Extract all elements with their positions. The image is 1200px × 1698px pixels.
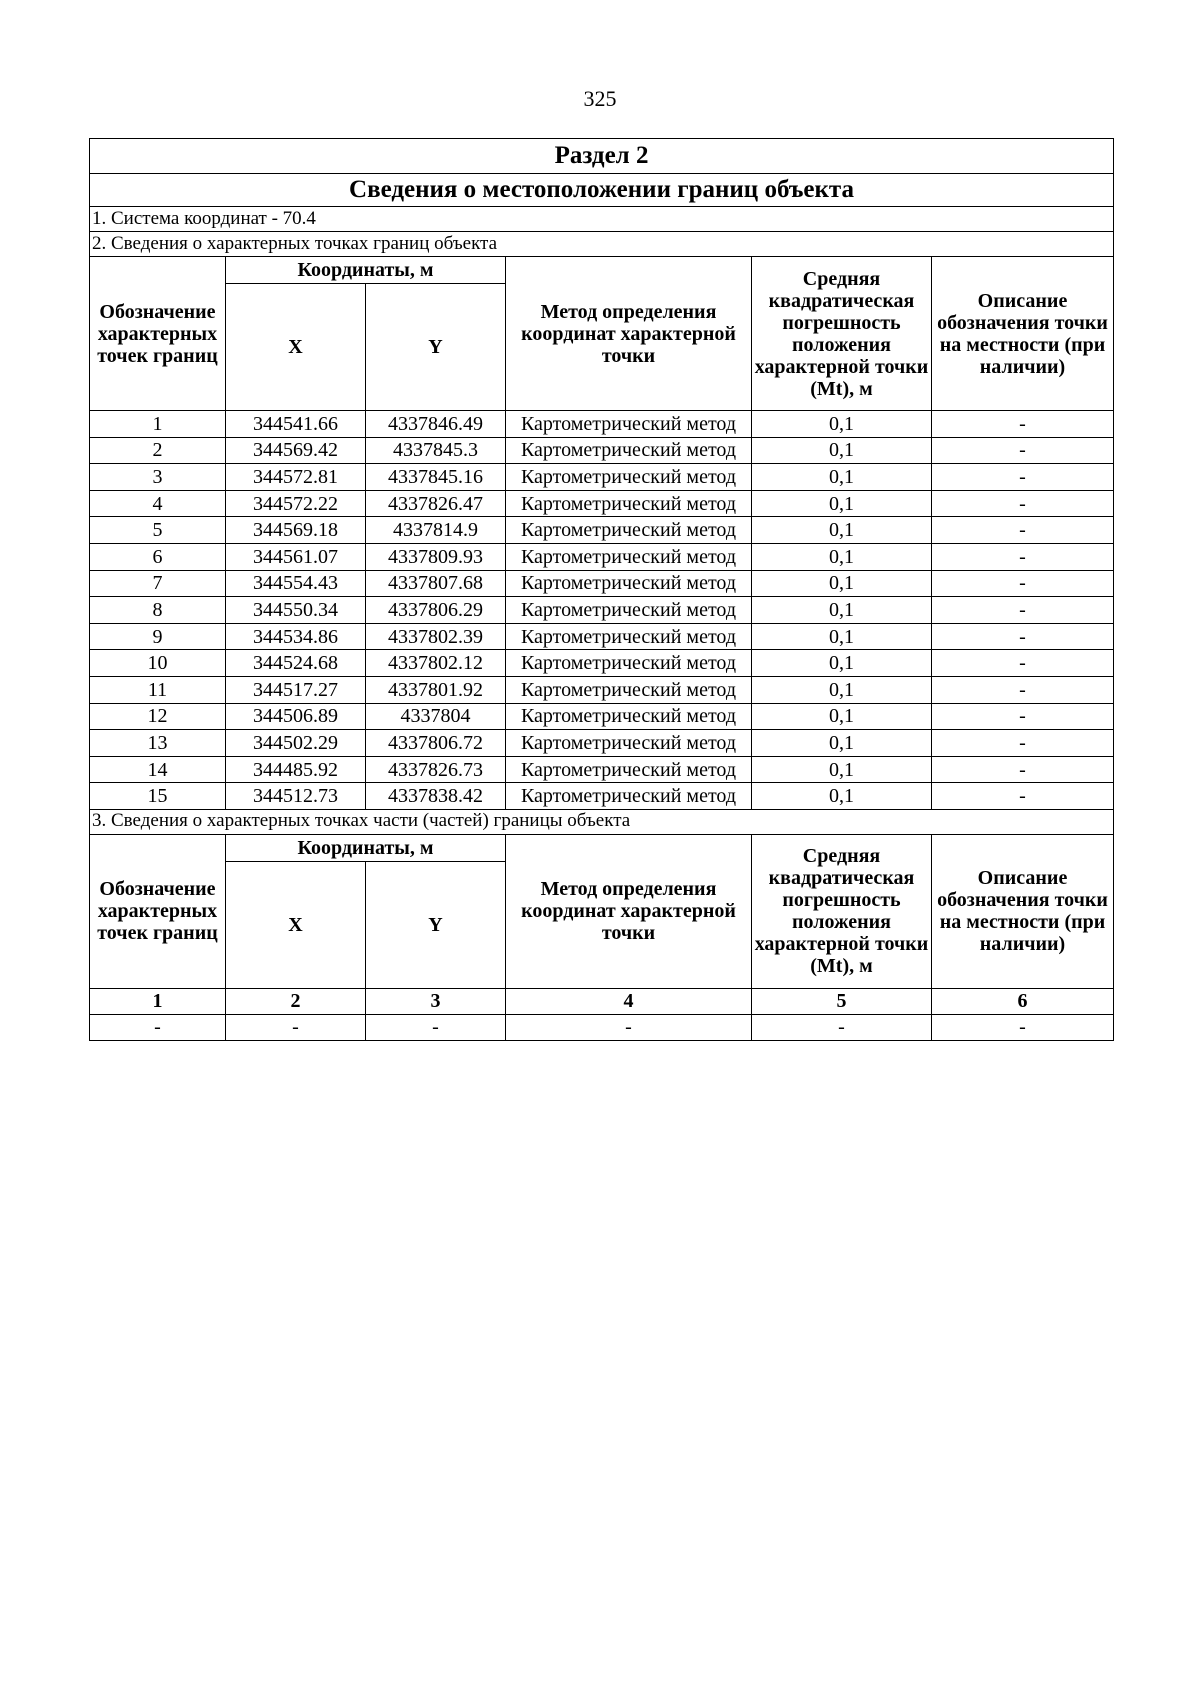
point-x: 344572.22 bbox=[226, 490, 366, 517]
point-x: 344554.43 bbox=[226, 570, 366, 597]
point-y: 4337809.93 bbox=[366, 543, 506, 570]
point-number: 5 bbox=[90, 517, 226, 544]
point-row bbox=[90, 703, 1114, 730]
point-method: Картометрический метод bbox=[506, 570, 752, 597]
point-row bbox=[90, 650, 1114, 677]
column-number: 5 bbox=[752, 988, 932, 1014]
point-number: 4 bbox=[90, 490, 226, 517]
point-method: Картометрический метод bbox=[506, 676, 752, 703]
point-x: 344485.92 bbox=[226, 756, 366, 783]
point-description: - bbox=[932, 783, 1114, 810]
point-x: 344517.27 bbox=[226, 676, 366, 703]
point-y: 4337826.73 bbox=[366, 756, 506, 783]
point-y: 4337807.68 bbox=[366, 570, 506, 597]
point-description: - bbox=[932, 597, 1114, 624]
point-x: 344506.89 bbox=[226, 703, 366, 730]
column-number: 3 bbox=[366, 988, 506, 1014]
point-number: 10 bbox=[90, 650, 226, 677]
point-number: 3 bbox=[90, 464, 226, 491]
point-number: 1 bbox=[90, 411, 226, 438]
point-number: 7 bbox=[90, 570, 226, 597]
header-designation: Обозначение характерных точек границ bbox=[90, 834, 226, 988]
point-y: 4337838.42 bbox=[366, 783, 506, 810]
point-error: 0,1 bbox=[752, 783, 932, 810]
point-x: 344569.42 bbox=[226, 437, 366, 464]
point-x: 344541.66 bbox=[226, 411, 366, 438]
point-description: - bbox=[932, 411, 1114, 438]
point-description: - bbox=[932, 490, 1114, 517]
point-error: 0,1 bbox=[752, 703, 932, 730]
section-title: Раздел 2 bbox=[90, 139, 1114, 174]
header-description: Описание обозначения точки на местности (при наличии) bbox=[932, 257, 1114, 411]
point-row bbox=[90, 783, 1114, 810]
point-x: 344534.86 bbox=[226, 623, 366, 650]
header-description: Описание обозначения точки на местности (при наличии) bbox=[932, 834, 1114, 988]
point-y: 4337806.72 bbox=[366, 730, 506, 757]
section-subtitle: Сведения о местоположении границ объекта bbox=[90, 174, 1114, 207]
part-point-y: - bbox=[366, 1014, 506, 1040]
part-point-x: - bbox=[226, 1014, 366, 1040]
point-y: 4337804 bbox=[366, 703, 506, 730]
header-x: X bbox=[226, 861, 366, 988]
point-y: 4337845.16 bbox=[366, 464, 506, 491]
point-y: 4337802.39 bbox=[366, 623, 506, 650]
point-method: Картометрический метод bbox=[506, 623, 752, 650]
point-description: - bbox=[932, 650, 1114, 677]
point-method: Картометрический метод bbox=[506, 756, 752, 783]
point-y: 4337801.92 bbox=[366, 676, 506, 703]
page-number: 325 bbox=[583, 86, 617, 111]
part-points-section-title: 3. Сведения о характерных точках части (частей) границы объекта bbox=[90, 809, 1114, 834]
point-x: 344550.34 bbox=[226, 597, 366, 624]
coordinate-system: 1. Система координат - 70.4 bbox=[90, 207, 1114, 232]
point-description: - bbox=[932, 437, 1114, 464]
column-number: 1 bbox=[90, 988, 226, 1014]
point-error: 0,1 bbox=[752, 650, 932, 677]
point-description: - bbox=[932, 623, 1114, 650]
point-method: Картометрический метод bbox=[506, 490, 752, 517]
point-row bbox=[90, 756, 1114, 783]
point-number: 15 bbox=[90, 783, 226, 810]
point-error: 0,1 bbox=[752, 543, 932, 570]
point-number: 2 bbox=[90, 437, 226, 464]
point-description: - bbox=[932, 464, 1114, 491]
point-x: 344512.73 bbox=[226, 783, 366, 810]
point-y: 4337802.12 bbox=[366, 650, 506, 677]
point-row bbox=[90, 543, 1114, 570]
header-coordinates: Координаты, м bbox=[226, 834, 506, 861]
point-error: 0,1 bbox=[752, 490, 932, 517]
point-row bbox=[90, 623, 1114, 650]
column-number: 6 bbox=[932, 988, 1114, 1014]
point-row bbox=[90, 517, 1114, 544]
point-error: 0,1 bbox=[752, 437, 932, 464]
point-error: 0,1 bbox=[752, 464, 932, 491]
point-error: 0,1 bbox=[752, 623, 932, 650]
point-y: 4337846.49 bbox=[366, 411, 506, 438]
point-error: 0,1 bbox=[752, 730, 932, 757]
point-number: 14 bbox=[90, 756, 226, 783]
point-description: - bbox=[932, 676, 1114, 703]
point-method: Картометрический метод bbox=[506, 437, 752, 464]
point-description: - bbox=[932, 703, 1114, 730]
point-method: Картометрический метод bbox=[506, 543, 752, 570]
point-row bbox=[90, 676, 1114, 703]
point-row bbox=[90, 411, 1114, 438]
point-x: 344502.29 bbox=[226, 730, 366, 757]
point-error: 0,1 bbox=[752, 411, 932, 438]
point-error: 0,1 bbox=[752, 676, 932, 703]
header-method: Метод определения координат характерной точки bbox=[506, 834, 752, 988]
point-y: 4337845.3 bbox=[366, 437, 506, 464]
point-y: 4337826.47 bbox=[366, 490, 506, 517]
header-error: Средняя квадратическая погрешность положения характерной точки (Mt), м bbox=[752, 257, 932, 411]
part-point-description: - bbox=[932, 1014, 1114, 1040]
point-description: - bbox=[932, 543, 1114, 570]
points-section-title: 2. Сведения о характерных точках границ объекта bbox=[90, 232, 1114, 257]
column-number: 4 bbox=[506, 988, 752, 1014]
part-point-error: - bbox=[752, 1014, 932, 1040]
point-description: - bbox=[932, 570, 1114, 597]
point-y: 4337814.9 bbox=[366, 517, 506, 544]
point-error: 0,1 bbox=[752, 570, 932, 597]
point-method: Картометрический метод bbox=[506, 464, 752, 491]
header-y: Y bbox=[366, 861, 506, 988]
header-error: Средняя квадратическая погрешность положения характерной точки (Mt), м bbox=[752, 834, 932, 988]
header-x: X bbox=[226, 284, 366, 411]
boundary-table bbox=[89, 138, 1114, 1041]
point-description: - bbox=[932, 756, 1114, 783]
point-x: 344561.07 bbox=[226, 543, 366, 570]
point-number: 9 bbox=[90, 623, 226, 650]
point-method: Картометрический метод bbox=[506, 730, 752, 757]
point-row bbox=[90, 597, 1114, 624]
point-x: 344524.68 bbox=[226, 650, 366, 677]
part-point-method: - bbox=[506, 1014, 752, 1040]
header-coordinates: Координаты, м bbox=[226, 257, 506, 284]
header-y: Y bbox=[366, 284, 506, 411]
point-number: 12 bbox=[90, 703, 226, 730]
point-error: 0,1 bbox=[752, 756, 932, 783]
point-number: 13 bbox=[90, 730, 226, 757]
point-row bbox=[90, 490, 1114, 517]
point-y: 4337806.29 bbox=[366, 597, 506, 624]
point-row bbox=[90, 730, 1114, 757]
part-point-number: - bbox=[90, 1014, 226, 1040]
point-method: Картометрический метод bbox=[506, 517, 752, 544]
point-row bbox=[90, 437, 1114, 464]
point-number: 8 bbox=[90, 597, 226, 624]
point-number: 6 bbox=[90, 543, 226, 570]
point-error: 0,1 bbox=[752, 517, 932, 544]
point-row bbox=[90, 464, 1114, 491]
point-description: - bbox=[932, 730, 1114, 757]
header-method: Метод определения координат характерной точки bbox=[506, 257, 752, 411]
point-x: 344569.18 bbox=[226, 517, 366, 544]
column-numbers-row bbox=[90, 988, 1114, 1014]
point-description: - bbox=[932, 517, 1114, 544]
point-method: Картометрический метод bbox=[506, 597, 752, 624]
point-method: Картометрический метод bbox=[506, 703, 752, 730]
point-method: Картометрический метод bbox=[506, 411, 752, 438]
point-method: Картометрический метод bbox=[506, 783, 752, 810]
column-number: 2 bbox=[226, 988, 366, 1014]
header-designation: Обозначение характерных точек границ bbox=[90, 257, 226, 411]
part-point-row bbox=[90, 1014, 1114, 1040]
point-x: 344572.81 bbox=[226, 464, 366, 491]
point-number: 11 bbox=[90, 676, 226, 703]
point-error: 0,1 bbox=[752, 597, 932, 624]
point-method: Картометрический метод bbox=[506, 650, 752, 677]
point-row bbox=[90, 570, 1114, 597]
